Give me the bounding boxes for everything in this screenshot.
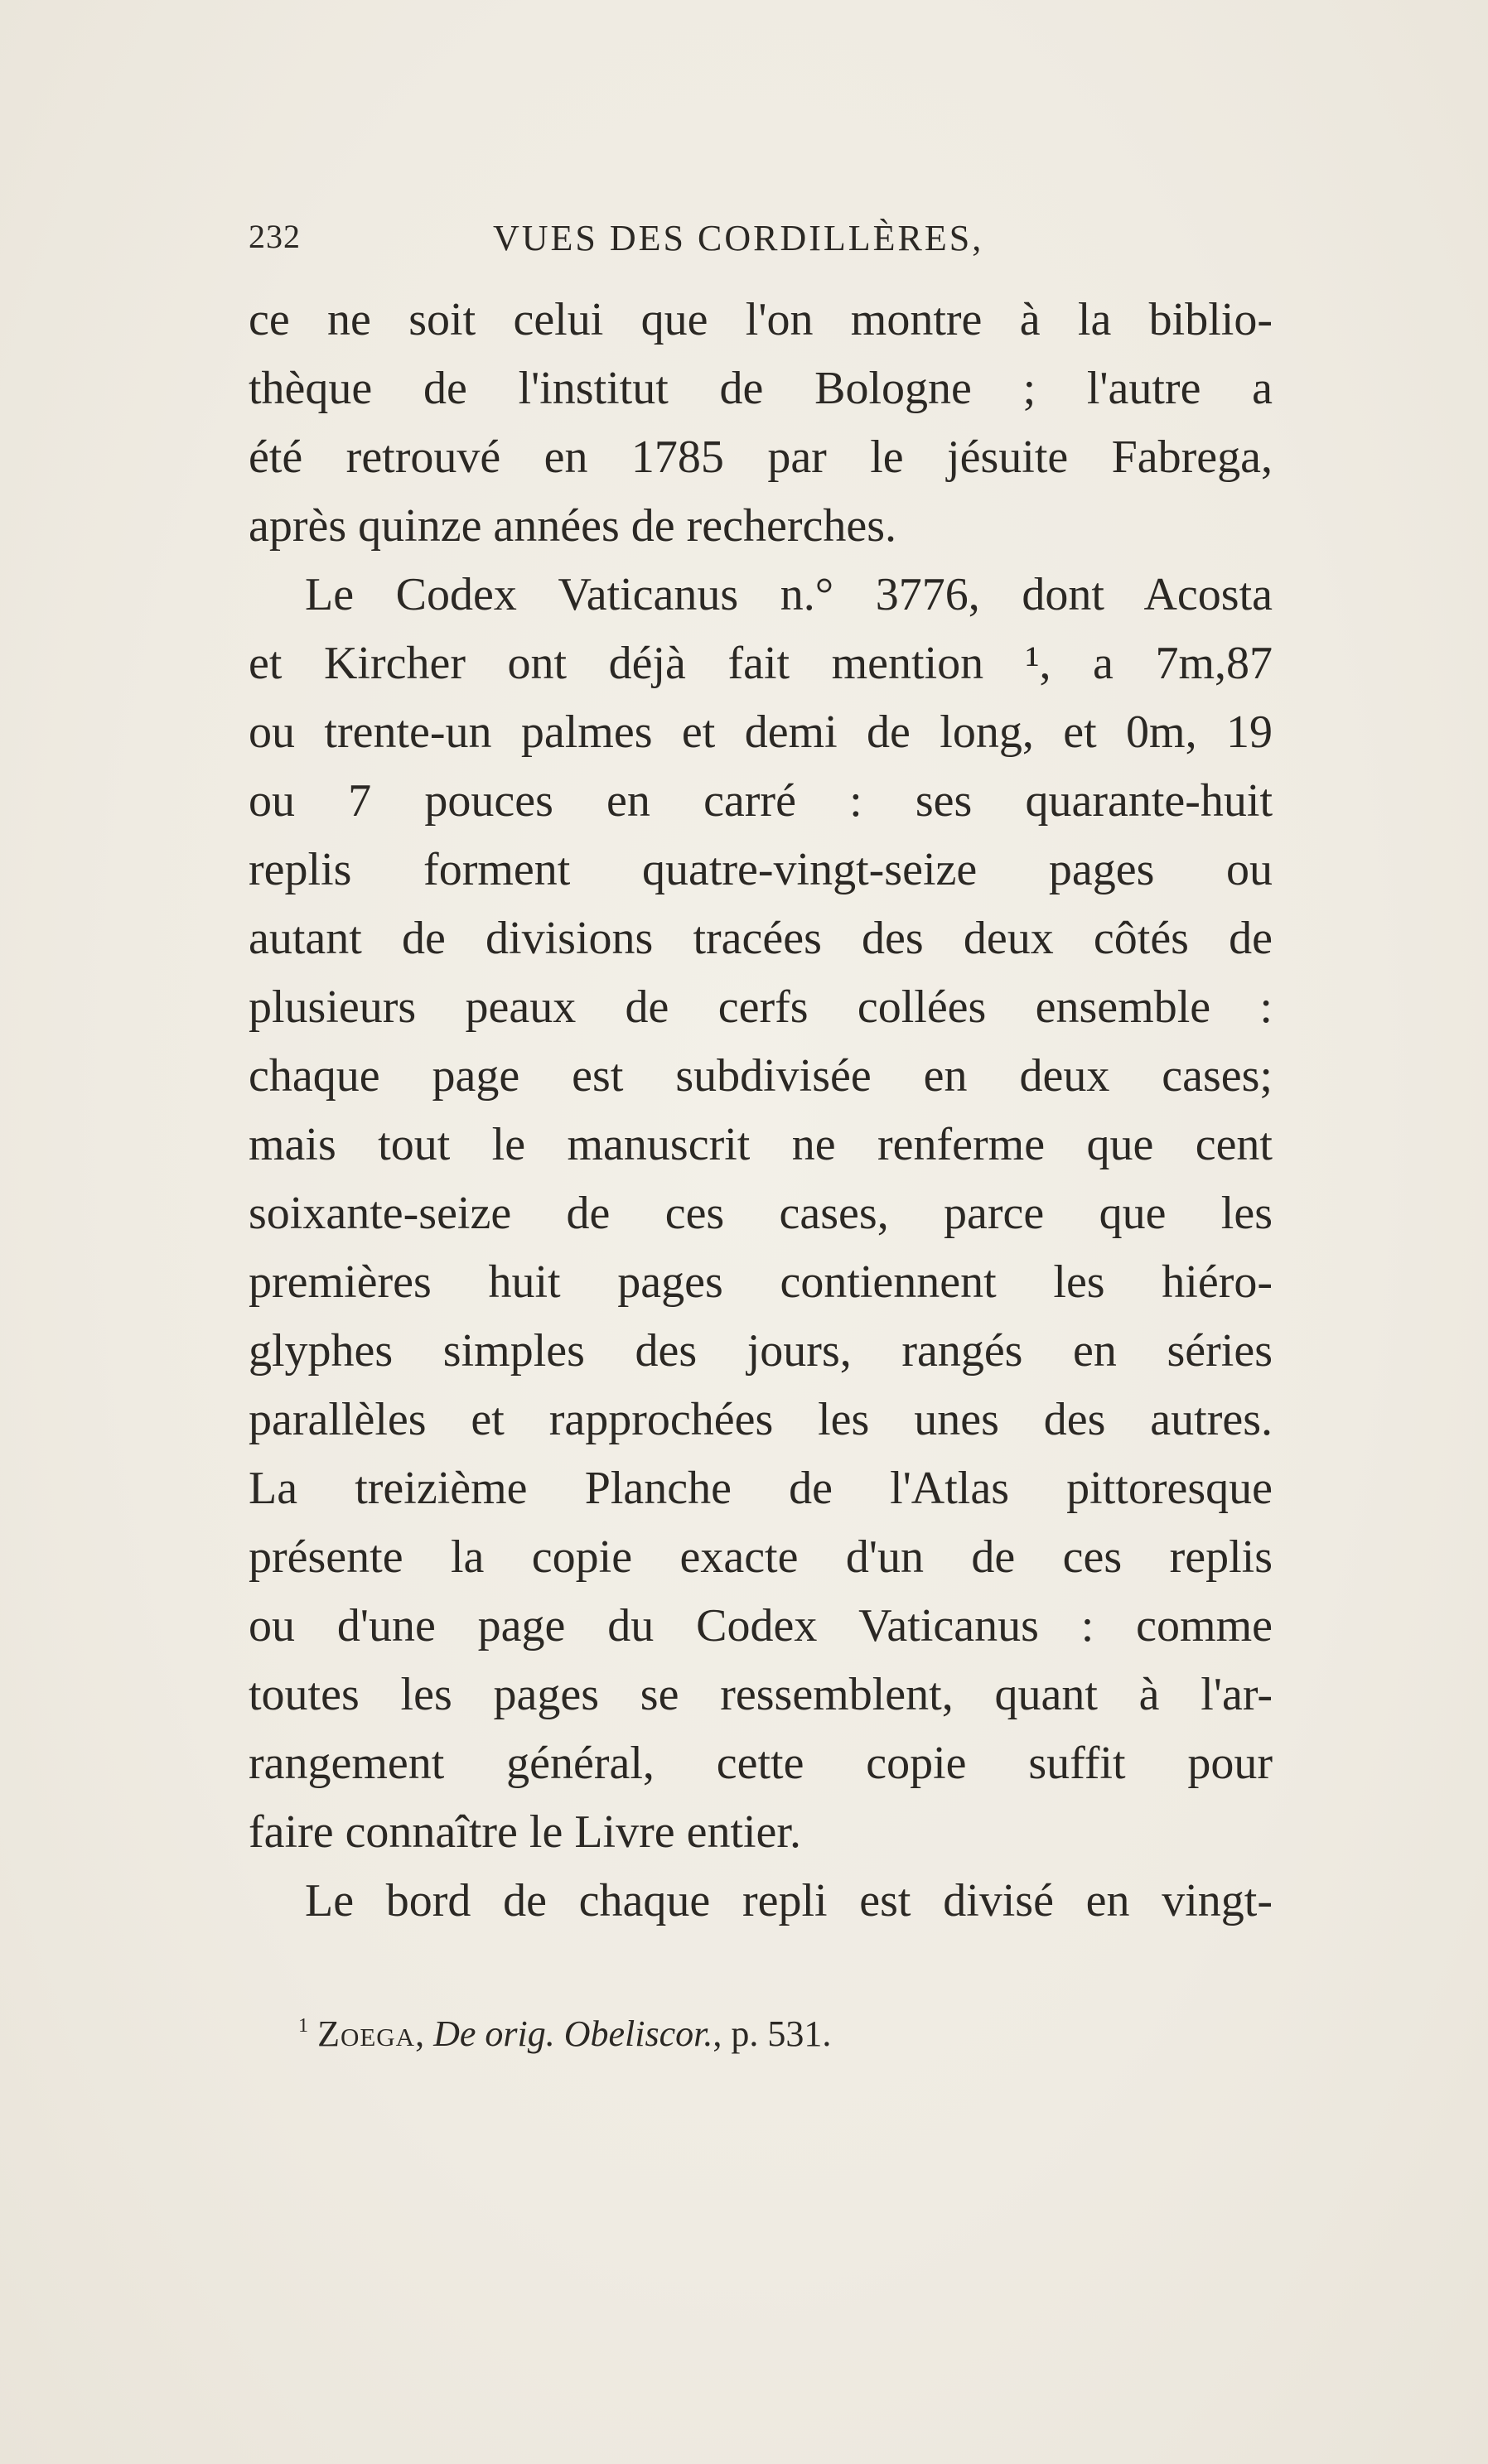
text-line: ou trente-un palmes et demi de long, et 0m, 19 xyxy=(249,706,1273,758)
text-line: plusieurs peaux de cerfs collées ensemble : xyxy=(249,981,1273,1033)
text-line: premières huit pages contiennent les hiéro- xyxy=(249,1256,1273,1308)
text-line: ou d'une page du Codex Vaticanus : comme xyxy=(249,1600,1273,1652)
running-title: VUES DES CORDILLÈRES, xyxy=(493,218,984,258)
text-line: ce ne soit celui que l'on montre à la biblio- xyxy=(249,294,1273,345)
text-line: présente la copie exacte d'un de ces replis xyxy=(249,1531,1273,1583)
text-line: La treizième Planche de l'Atlas pittoresque xyxy=(249,1463,1273,1514)
footnote: $^1$ Zoega, De orig. Obeliscor., p. 531. xyxy=(298,2013,832,2054)
footnote-marker: 1 xyxy=(298,2014,309,2037)
text-line: et Kircher ont déjà fait mention ¹, a 7m,87 xyxy=(249,638,1273,689)
page-number: 232 xyxy=(249,218,301,255)
text-line: thèque de l'institut de Bologne ; l'autre a xyxy=(249,363,1273,414)
text-line: glyphes simples des jours, rangés en séries xyxy=(249,1325,1273,1377)
page-header xyxy=(249,217,1276,267)
footnote-title: De orig. Obeliscor. xyxy=(433,2013,713,2054)
text-line: été retrouvé en 1785 par le jésuite Fabrega, xyxy=(249,432,1273,483)
text-line: après quinze années de recherches. xyxy=(249,500,897,552)
text-line: soixante-seize de ces cases, parce que les xyxy=(249,1188,1273,1239)
text-line: rangement général, cette copie suffit pour xyxy=(249,1738,1273,1789)
footnote-author: Zoega xyxy=(317,2013,416,2054)
body-text xyxy=(249,286,1273,1936)
text-line: toutes les pages se ressemblent, quant à l'ar- xyxy=(249,1669,1273,1720)
text-line: replis forment quatre-vingt-seize pages ou xyxy=(249,844,1273,895)
text-line: Le Codex Vaticanus n.° 3776, dont Acosta xyxy=(305,569,1273,620)
text-line: ou 7 pouces en carré : ses quarante-huit xyxy=(249,775,1273,827)
text-line: autant de divisions tracées des deux côtés de xyxy=(249,913,1273,964)
text-line: mais tout le manuscrit ne renferme que cent xyxy=(249,1119,1273,1170)
text-line: parallèles et rapprochées les unes des autres. xyxy=(249,1394,1273,1445)
text-line: chaque page est subdivisée en deux cases; xyxy=(249,1050,1273,1102)
text-line: Le bord de chaque repli est divisé en vingt- xyxy=(305,1875,1273,1926)
text-line: faire connaître le Livre entier. xyxy=(249,1806,801,1858)
footnote-page: p. 531. xyxy=(731,2013,832,2054)
